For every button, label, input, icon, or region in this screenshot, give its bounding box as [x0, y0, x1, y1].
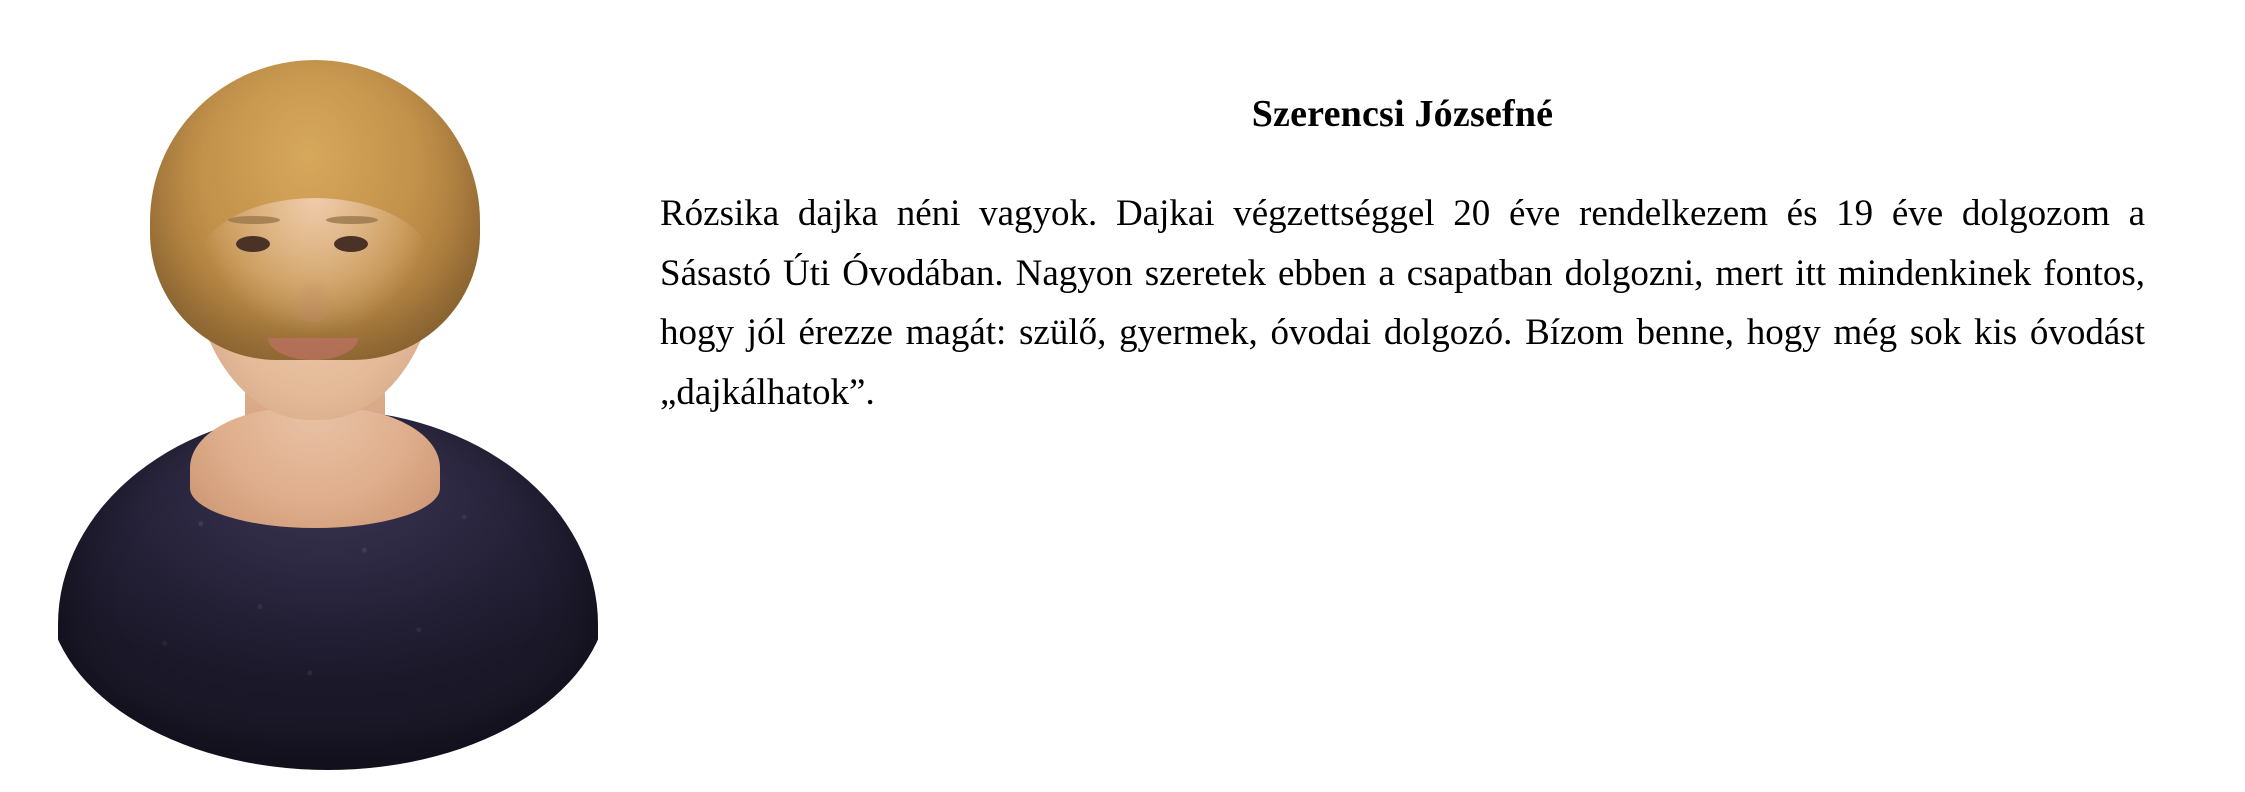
text-container [640, 0, 2245, 423]
person-name-heading: Szerencsi Józsefné [1251, 93, 1554, 135]
portrait-eye-left [236, 236, 270, 252]
portrait-container [0, 0, 640, 792]
portrait-photo [40, 40, 600, 740]
portrait-nose [292, 276, 334, 322]
portrait-eye-right [334, 236, 368, 252]
portrait-collar [190, 408, 440, 528]
portrait-eyebrow-left [228, 216, 280, 224]
person-bio-paragraph: Rózsika dajka néni vagyok. Dajkai végzettséggel 20 éve rendelkezem és 19 éve dolgozom a Sásastó Úti Óvodában. Nagyon szeretek ebben a csapatban dolgozni, mert itt mindenkinek fontos, hogy jól érezze magát: szülő, gyermek, óvodai dolgozó. Bízom benne, hogy még sok kis óvodást „dajkálhatok”. [660, 192, 2145, 414]
portrait-eyebrow-right [326, 216, 378, 224]
